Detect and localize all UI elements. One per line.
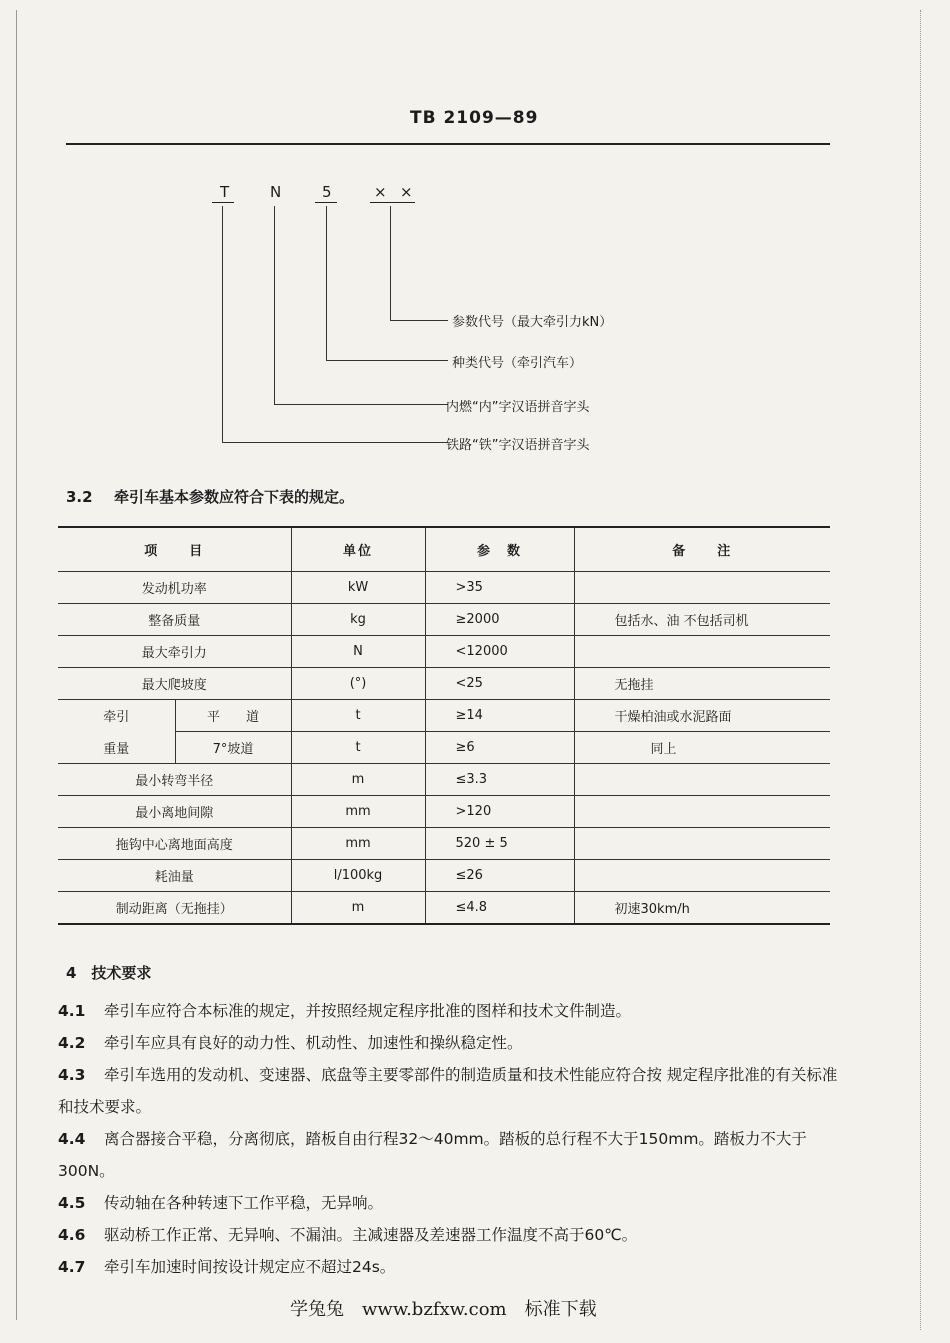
- row-note: [574, 860, 830, 892]
- code-leader-t-h: [222, 442, 448, 443]
- row-unit: kW: [291, 572, 425, 604]
- code-char-x2: ×: [400, 183, 413, 201]
- standard-number: TB 2109—89: [410, 108, 539, 128]
- code-leader-5-v: [326, 206, 327, 360]
- table-row: [58, 892, 830, 925]
- clause-4-4: [58, 1123, 838, 1187]
- section-3-2-number: 3.2: [66, 488, 93, 506]
- row-item: 最小离地间隙: [58, 796, 291, 828]
- traction-label-top: 牵引: [58, 700, 175, 732]
- header-rule: [66, 143, 830, 145]
- clause-text: 牵引车选用的发动机、变速器、底盘等主要零部件的制造质量和技术性能应符合按 规定程序批准的有关标准和技术要求。: [58, 1066, 838, 1116]
- code-char-x1: ×: [374, 183, 387, 201]
- header-unit: 单位: [291, 527, 425, 572]
- code-char-n: N: [270, 183, 282, 201]
- clause-number: 4.6: [58, 1226, 86, 1244]
- code-legend-param: 参数代号（最大牵引力kN）: [452, 315, 613, 330]
- row-item: 发动机功率: [58, 572, 291, 604]
- code-legend-tie: 铁路“铁”字汉语拼音字头: [446, 438, 590, 453]
- clause-number: 4.2: [58, 1034, 86, 1052]
- row-unit: l/100kg: [291, 860, 425, 892]
- clause-4-2: [58, 1027, 838, 1059]
- code-leader-t-v: [222, 206, 223, 442]
- table-row: [58, 860, 830, 892]
- code-char-5: 5: [322, 183, 332, 201]
- parameter-table: [58, 526, 830, 925]
- row-note: 初速30km/h: [574, 892, 830, 925]
- row-note: [574, 636, 830, 668]
- header-note: 备 注: [574, 527, 830, 572]
- row-item: 制动距离（无拖挂）: [58, 892, 291, 925]
- clause-number: 4.5: [58, 1194, 86, 1212]
- table-row: [58, 796, 830, 828]
- row-item: 拖钩中心离地面高度: [58, 828, 291, 860]
- clause-number: 4.7: [58, 1258, 86, 1276]
- traction-label-bottom: 重量: [58, 732, 175, 764]
- row-unit: kg: [291, 604, 425, 636]
- row-note: [574, 764, 830, 796]
- table-header-row: [58, 527, 830, 572]
- clause-text: 传动轴在各种转速下工作平稳，无异响。: [104, 1194, 384, 1212]
- row-param: 520 ± 5: [425, 828, 574, 860]
- row-unit: t: [291, 732, 425, 764]
- clause-number: 4.4: [58, 1130, 86, 1148]
- clause-number: 4.1: [58, 1002, 86, 1020]
- scan-left-edge: [16, 10, 17, 1320]
- clause-number: 4.3: [58, 1066, 86, 1084]
- row-item: 7°坡道: [175, 732, 291, 764]
- row-param: >35: [425, 572, 574, 604]
- section-4-heading: 4 技术要求: [66, 964, 152, 982]
- code-char-t: T: [220, 183, 230, 201]
- scan-right-edge: [920, 10, 921, 1330]
- row-param: ≤3.3: [425, 764, 574, 796]
- row-item: 最大牵引力: [58, 636, 291, 668]
- code-underline-t: [212, 202, 234, 203]
- row-param: >120: [425, 796, 574, 828]
- row-note: [574, 572, 830, 604]
- clause-4-6: [58, 1219, 838, 1251]
- row-note: [574, 828, 830, 860]
- code-leader-n-v: [274, 206, 275, 404]
- row-unit: m: [291, 764, 425, 796]
- header-param: 参 数: [425, 527, 574, 572]
- code-legend-nei: 内燃“内”字汉语拼音字头: [446, 400, 590, 415]
- table-row-traction-flat: [58, 700, 830, 732]
- clause-text: 离合器接合平稳，分离彻底，踏板自由行程32～40mm。踏板的总行程不大于150mm。踏板力不大于300N。: [58, 1130, 807, 1180]
- row-unit: t: [291, 700, 425, 732]
- table-row: [58, 572, 830, 604]
- row-item: 最小转弯半径: [58, 764, 291, 796]
- clause-text: 驱动桥工作正常、无异响、不漏油。主减速器及差速器工作温度不高于60℃。: [104, 1226, 638, 1244]
- row-note: 同上: [574, 732, 830, 764]
- row-param: ≤4.8: [425, 892, 574, 925]
- row-unit: mm: [291, 796, 425, 828]
- row-item: 整备质量: [58, 604, 291, 636]
- code-legend-type: 种类代号（牵引汽车）: [452, 356, 583, 371]
- row-param: ≥6: [425, 732, 574, 764]
- clause-4-1: [58, 995, 838, 1027]
- row-item: 最大爬坡度: [58, 668, 291, 700]
- row-param: ≤26: [425, 860, 574, 892]
- clause-4-3: [58, 1059, 838, 1123]
- table-row: [58, 636, 830, 668]
- code-underline-5: [315, 202, 337, 203]
- row-note: 无拖挂: [574, 668, 830, 700]
- clause-4-5: [58, 1187, 838, 1219]
- row-item: 平 道: [175, 700, 291, 732]
- footer-watermark: 学兔兔 www.bzfxw.com 标准下载: [290, 1299, 597, 1320]
- code-leader-n-h: [274, 404, 448, 405]
- table-row: [58, 604, 830, 636]
- row-unit: mm: [291, 828, 425, 860]
- row-param: <12000: [425, 636, 574, 668]
- row-unit: m: [291, 892, 425, 925]
- code-leader-xx-v: [390, 206, 391, 320]
- code-leader-xx-h: [390, 320, 448, 321]
- row-note: 包括水、油 不包括司机: [574, 604, 830, 636]
- row-unit: (°): [291, 668, 425, 700]
- section-3-2-heading: [66, 486, 354, 507]
- table-row: [58, 828, 830, 860]
- clause-text: 牵引车加速时间按设计规定应不超过24s。: [104, 1258, 396, 1276]
- table-row: [58, 668, 830, 700]
- row-item: 耗油量: [58, 860, 291, 892]
- clause-text: 牵引车应具有良好的动力性、机动性、加速性和操纵稳定性。: [104, 1034, 523, 1052]
- code-underline-xx: [370, 202, 415, 203]
- section-3-2-title: 牵引车基本参数应符合下表的规定。: [114, 488, 355, 506]
- row-unit: N: [291, 636, 425, 668]
- row-note: [574, 796, 830, 828]
- table-row-traction-slope: [58, 732, 830, 764]
- header-item: 项 目: [58, 527, 291, 572]
- row-param: <25: [425, 668, 574, 700]
- row-param: ≥2000: [425, 604, 574, 636]
- clause-text: 牵引车应符合本标准的规定，并按照经规定程序批准的图样和技术文件制造。: [104, 1002, 632, 1020]
- table-row: [58, 764, 830, 796]
- row-note: 干燥柏油或水泥路面: [574, 700, 830, 732]
- clause-4-7: [58, 1251, 838, 1283]
- row-param: ≥14: [425, 700, 574, 732]
- code-leader-5-h: [326, 360, 448, 361]
